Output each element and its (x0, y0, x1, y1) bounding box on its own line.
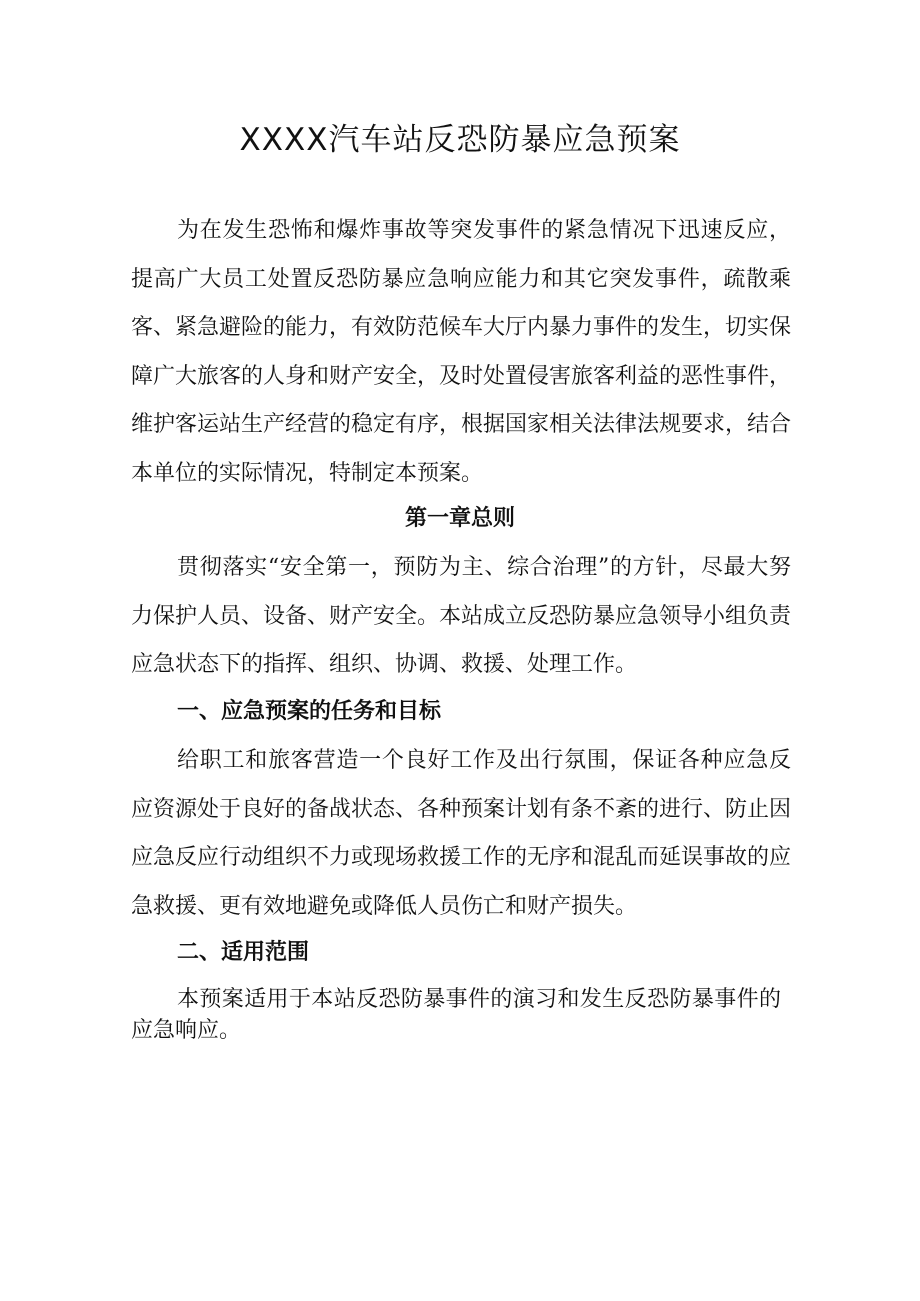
general-principles-paragraph: 贯彻落实“安全第一，预防为主、综合治理”的方针，尽最大努力保护人员、设备、财产安全。本站成立反恐防暴应急领导小组负责应急状态下的指挥、组织、协调、救援、处理工作。 (131, 555, 792, 677)
section-heading-scope: 二、适用范围 (177, 940, 310, 965)
chapter-heading: 第一章总则 (404, 506, 515, 531)
section-heading-tasks: 一、应急预案的任务和目标 (177, 699, 442, 724)
scope-paragraph: 本预案适用于本站反恐防暴事件的演习和发生反恐防暴事件的应急响应。 (131, 987, 781, 1043)
tasks-paragraph: 给职工和旅客营造一个良好工作及出行氛围，保证各种应急反应资源处于良好的备战状态、各种预案计划有条不紊的进行、防止因应急反应行动组织不力或现场救援工作的无序和混乱而延误事故的应急救援、更有效地避免或降低人员伤亡和财产损失。 (131, 748, 792, 919)
document-title: XXXX汽车站反恐防暴应急预案 (239, 122, 681, 158)
intro-paragraph: 为在发生恐怖和爆炸事故等突发事件的紧急情况下迅速反应，提高广大员工处置反恐防暴应急响应能力和其它突发事件，疏散乘客、紧急避险的能力，有效防范候车大厅内暴力事件的发生，切实保障广大旅客的人身和财产安全，及时处置侵害旅客利益的恶性事件，维护客运站生产经营的稳定有序，根据国家相关法律法规要求，结合本单位的实际情况，特制定本预案。 (131, 218, 792, 486)
